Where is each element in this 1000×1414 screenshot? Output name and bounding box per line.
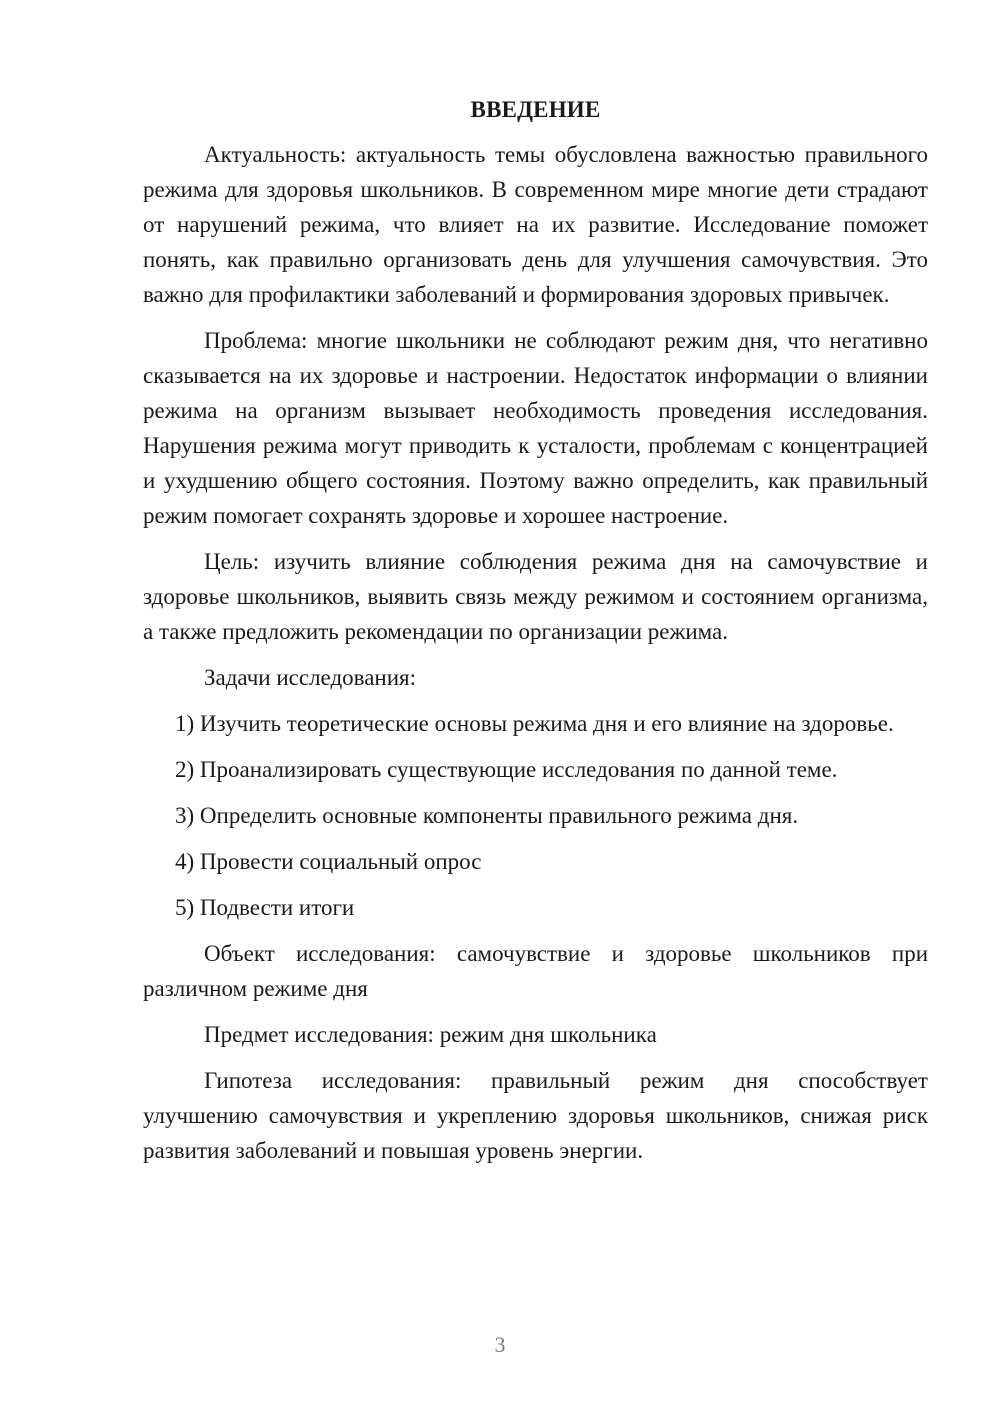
hypothesis-paragraph: Гипотеза исследования: правильный режим дня способствует улучшению самочувствия и укреплению здоровья школьников, снижая риск развития заболеваний и повышая уровень энергии. [143,1068,928,1163]
document-page [143,92,928,1168]
subject-paragraph: Предмет исследования: режим дня школьника [204,1022,657,1047]
task-item-2: 2) Проанализировать существующие исследования по данной теме. [175,757,838,782]
problem-paragraph: Проблема: многие школьники не соблюдают режим дня, что негативно сказывается на их здоровье и настроении. Недостаток информации о влиянии режима на организм вызывает необходимость проведения исследования. Нарушения режима могут приводить к усталости, проблемам с концентрацией и ухудшению общего состояния. Поэтому важно определить, как правильный режим помогает сохранять здоровье и хорошее настроение. [143,328,928,528]
page-number: 3 [494,1332,506,1357]
relevance-paragraph: Актуальность: актуальность темы обусловлена важностью правильного режима для здоровья школьников. В современном мире многие дети страдают от нарушений режима, что влияет на их развитие. Исследование поможет понять, как правильно организовать день для улучшения самочувствия. Это важно для профилактики заболеваний и формирования здоровых привычек. [143,142,928,307]
task-item-3: 3) Определить основные компоненты правильного режима дня. [175,803,799,828]
task-item-1: 1) Изучить теоретические основы режима дня и его влияние на здоровье. [175,711,894,736]
object-paragraph: Объект исследования: самочувствие и здоровье школьников при различном режиме дня [143,941,928,1001]
goal-paragraph: Цель: изучить влияние соблюдения режима дня на самочувствие и здоровье школьников, выявить связь между режимом и состоянием организма, а также предложить рекомендации по организации режима. [143,549,928,644]
task-item-5: 5) Подвести итоги [175,895,355,920]
tasks-heading: Задачи исследования: [204,665,417,690]
task-item-4: 4) Провести социальный опрос [175,849,482,874]
page-title: ВВЕДЕНИЕ [470,97,601,122]
